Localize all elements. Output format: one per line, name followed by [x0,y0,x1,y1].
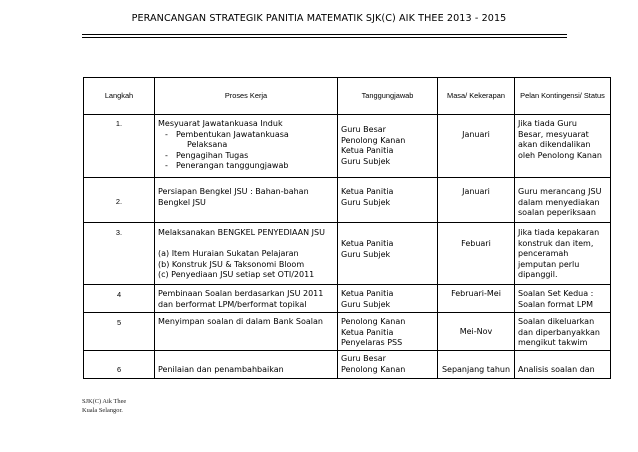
row-timing: Mei-Nov [438,313,515,351]
contingency-line: penceramah [518,249,569,259]
row-timing: Februari-Mei [438,285,515,313]
contingency-line: dalam menyediakan [518,197,600,207]
process-line: Melaksanakan BENGKEL PENYEDIAAN JSU [158,228,325,237]
row-contingency [515,351,611,379]
contingency-line: Analisis soalan dan [518,365,595,374]
row-timing: Januari [438,178,515,223]
row-process [155,178,338,223]
table-row [84,223,611,285]
contingency-line: Besar, mesyuarat [518,129,589,139]
contingency-line: jemputan perlu [518,259,580,269]
responsible-line: Guru Subjek [341,156,391,166]
col-header-tanggungjawab: Tanggungjawab [338,78,438,115]
contingency-line: soalan peperiksaan [518,208,596,218]
col-header-proses: Proses Kerja [155,78,338,115]
contingency-line: dan diperbanyakkan [518,327,600,337]
process-line: dan berformat LPM/berformat topikal [158,299,307,309]
row-step: 5 [84,313,155,351]
footer-location: Kuala Selangor. [82,407,123,414]
process-line: Pembinaan Soalan berdasarkan JSU 2011 [158,289,324,298]
row-responsible [338,223,438,285]
list-item: - Penerangan tanggungjawab [176,161,334,172]
responsible-line: Ketua Panitia [341,239,394,248]
contingency-line: konstruk dan item, [518,238,594,248]
process-title: Mesyuarat Jawatankuasa Induk [158,119,283,128]
responsible-line: Guru Subjek [341,197,391,207]
list-item-continued: Pelaksana [187,140,228,150]
responsible-line: Ketua Panitia [341,187,394,196]
process-line: (b) Konstruk JSU & Taksonomi Bloom [158,259,305,269]
contingency-line: mengikut takwim [518,338,588,348]
table-row [84,115,611,178]
col-header-masa: Masa/ Kekerapan [438,78,515,115]
contingency-line: Soalan dikeluarkan [518,317,595,326]
row-responsible [338,178,438,223]
responsible-line: Ketua Panitia [341,289,394,298]
list-item: - Pembentukan Jawatankuasa [176,130,334,141]
row-step: 4 [84,285,155,313]
row-process [155,313,338,351]
plan-table [83,77,611,379]
row-contingency [515,313,611,351]
process-line: (c) Penyediaan JSU setiap set OTI/2011 [158,270,315,280]
row-contingency [515,223,611,285]
header-rule-thin [82,37,567,38]
process-line: Menyimpan soalan di dalam Bank Soalan [158,317,323,326]
row-process [155,351,338,379]
responsible-line: Penolong Kanan [341,317,406,326]
responsible-line: Guru Besar [341,354,386,363]
responsible-line: Ketua Panitia [341,146,394,156]
responsible-line: Penolong Kanan [341,135,406,145]
row-contingency [515,115,611,178]
contingency-line: dipanggil. [518,270,558,280]
row-process [155,223,338,285]
footer-school: SJK(C) Aik Thee [82,398,127,405]
contingency-line: oleh Penolong Kanan [518,150,602,160]
row-contingency [515,285,611,313]
col-header-pelan: Pelan Kontingensi/ Status [515,78,611,115]
responsible-line: Penolong Kanan [341,364,406,374]
row-process [155,115,338,178]
contingency-line: Guru merancang JSU [518,187,602,196]
row-step: 1. [84,115,155,178]
row-timing: Febuari [438,223,515,285]
row-timing: Sepanjang tahun [438,351,515,379]
process-line: Bengkel JSU [158,197,206,207]
contingency-line: akan dikendalikan [518,140,591,150]
row-step: 6 [84,351,155,379]
list-item: - Pengagihan Tugas [176,151,334,162]
document-title: PERANCANGAN STRATEGIK PANITIA MATEMATIK SJK(C) AIK THEE 2013 - 2015 [131,13,507,24]
process-line: Penilaian dan penambahbaikan [158,365,284,374]
process-list [158,130,334,141]
row-responsible [338,313,438,351]
table-header-row [84,78,611,115]
row-responsible [338,285,438,313]
process-spacer [158,239,334,250]
row-step: 2. [84,178,155,223]
responsible-line: Penyelaras PSS [341,338,403,348]
responsible-line: Ketua Panitia [341,327,394,337]
header-rule [82,34,567,35]
table-row [84,313,611,351]
contingency-line: Soalan Set Kedua : [518,289,594,298]
contingency-line: Jika tiada Guru [518,119,577,128]
contingency-line: Soalan format LPM [518,299,594,309]
row-responsible [338,351,438,379]
row-responsible [338,115,438,178]
row-contingency [515,178,611,223]
row-step: 3. [84,223,155,285]
contingency-line: Jika tiada kepakaran [518,228,600,237]
row-process [155,285,338,313]
table-row [84,178,611,223]
table-row [84,285,611,313]
process-line: (a) Item Huraian Sukatan Pelajaran [158,249,299,259]
page-footer [82,397,126,415]
table-row [84,351,611,379]
responsible-line: Guru Subjek [341,249,391,259]
col-header-langkah: Langkah [84,78,155,115]
responsible-line: Guru Subjek [341,299,391,309]
process-list [158,151,334,172]
row-timing: Januari [438,115,515,178]
process-line: Persiapan Bengkel JSU : Bahan-bahan [158,187,309,196]
responsible-line: Guru Besar [341,125,386,134]
